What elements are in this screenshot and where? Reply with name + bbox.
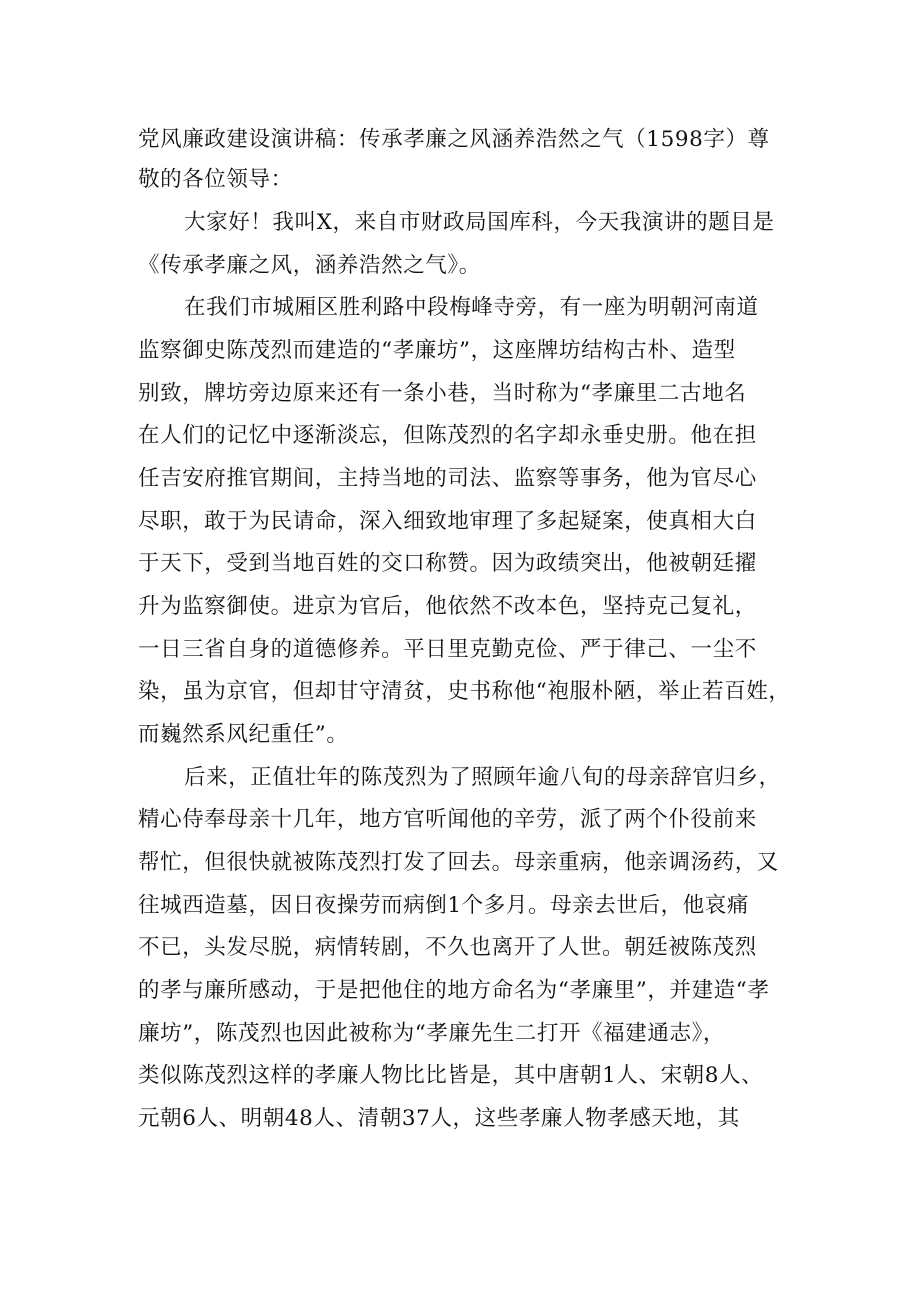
text-line: 在我们市城厢区胜利路中段梅峰寺旁，有一座为明朝河南道 (184, 295, 759, 320)
text-line: 在人们的记忆中逐渐淡忘，但陈茂烈的名字却永垂史册。他在担 (138, 423, 757, 448)
text-line: 往城西造墓，因日夜操劳而病倒1个多月。母亲去世后，他哀痛 (138, 893, 749, 918)
text-line: 的孝与廉所感动，于是把他住的地方命名为“孝廉里”，并建造“孝 (138, 978, 770, 1003)
text-line: 任吉安府推官期间，主持当地的司法、监察等事务，他为官尽心 (138, 466, 757, 491)
text-line: 监察御史陈茂烈而建造的“孝廉坊”，这座牌坊结构古朴、造型 (138, 338, 736, 363)
text-line: 染，虽为京官，但却甘守清贫，史书称他“袍服朴陋，举止若百姓， (138, 679, 791, 704)
text-line: 《传承孝廉之风，涵养浩然之气》。 (138, 253, 481, 278)
text-line: 元朝6人、明朝48人、清朝37人，这些孝廉人物孝感天地，其 (138, 1106, 740, 1131)
text-line: 廉坊”，陈茂烈也因此被称为“孝廉先生二打开《福建通志》， (138, 1021, 726, 1046)
text-line: 一日三省自身的道德修养。平日里克勤克俭、严于律己、一尘不 (138, 637, 757, 662)
title-line: 敬的各位领导： (138, 167, 293, 192)
text-line: 尽职，敢于为民请命，深入细致地审理了多起疑案，使真相大白 (138, 509, 757, 534)
text-line: 后来，正值壮年的陈茂烈为了照顾年逾八旬的母亲辞官归乡， (184, 765, 781, 790)
text-line: 精心侍奉母亲十几年，地方官听闻他的辛劳，派了两个仆役前来 (138, 807, 757, 832)
text-line: 而巍然系风纪重任”。 (138, 722, 349, 747)
text-line: 于天下，受到当地百姓的交口称赞。因为政绩突出，他被朝廷擢 (138, 551, 757, 576)
title-line: 党风廉政建设演讲稿：传承孝廉之风涵养浩然之气（1598字）尊 (138, 127, 770, 152)
text-line: 别致，牌坊旁边原来还有一条小巷，当时称为“孝廉里二古地名 (138, 381, 747, 406)
text-line: 大家好！我叫X，来自市财政局国库科，今天我演讲的题目是 (184, 210, 775, 235)
text-line: 升为监察御使。进京为官后，他依然不改本色，坚持克己复礼， (138, 594, 757, 619)
text-line: 类似陈茂烈这样的孝廉人物比比皆是，其中唐朝1人、宋朝8人、 (138, 1063, 764, 1088)
text-line: 帮忙，但很快就被陈茂烈打发了回去。母亲重病，他亲调汤药，又 (138, 850, 779, 875)
text-line: 不已，头发尽脱，病情转剧，不久也离开了人世。朝廷被陈茂烈 (138, 935, 757, 960)
